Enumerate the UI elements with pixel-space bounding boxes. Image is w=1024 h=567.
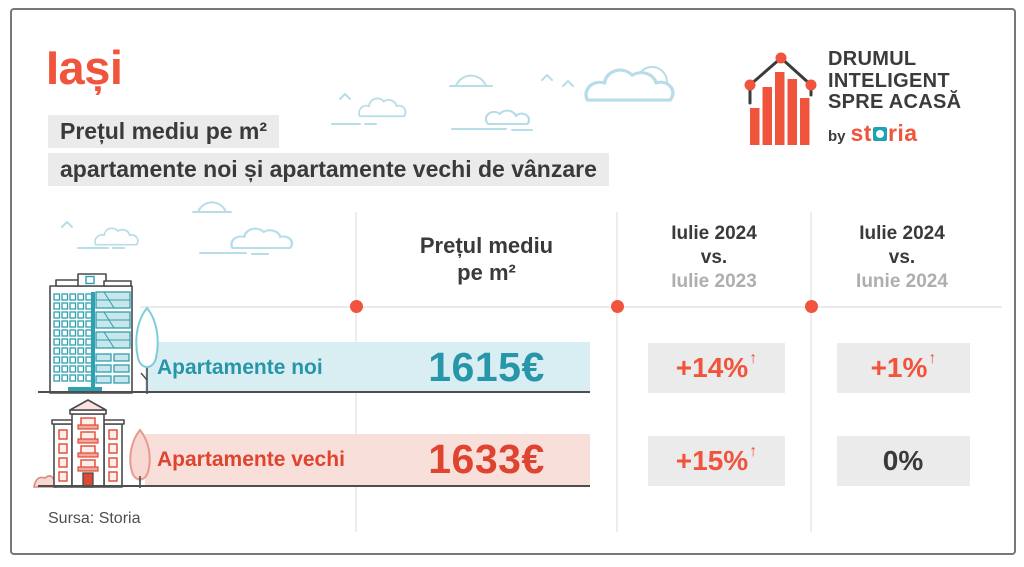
- logo-line-2: INTELIGENT: [828, 69, 950, 92]
- bird-icon: [563, 81, 573, 86]
- yoy-change-old: [648, 436, 785, 486]
- brand-name-suffix: ria: [887, 120, 918, 146]
- bird-icon: [62, 222, 72, 227]
- brand-name-prefix: st: [850, 120, 872, 146]
- row-label-old: Apartamente vechi: [157, 447, 345, 471]
- ground-line-old: [38, 485, 590, 487]
- mom-header-line3: Iunie 2024: [856, 271, 948, 292]
- subtitle-line-1: Prețul mediu pe m²: [48, 115, 279, 148]
- cloud-icon: [231, 229, 292, 248]
- logo-line-1: DRUMUL: [828, 48, 917, 70]
- table-horizontal-rule: [140, 306, 1002, 308]
- price-header-line2: pe m²: [457, 260, 516, 285]
- mom-header-line2: vs.: [888, 247, 916, 268]
- mom-value-new: +1%: [870, 352, 928, 383]
- price-new: 1615€: [428, 344, 545, 390]
- new-building-icon: [44, 268, 160, 394]
- logo-line-3: SPRE ACASĂ: [828, 91, 962, 113]
- column-header-yoy: [617, 222, 811, 294]
- logo-wordmark: [828, 49, 961, 114]
- logo-byline: [828, 120, 918, 147]
- logo-by-label: by: [828, 128, 846, 145]
- column-header-mom: [811, 222, 993, 294]
- yoy-header-line1: Iulie 2024: [671, 223, 757, 244]
- storia-logo-o: [873, 127, 887, 141]
- price-old: 1633€: [428, 436, 545, 482]
- price-header-line1: Prețul mediu: [419, 233, 554, 258]
- mom-change-old: [837, 436, 970, 486]
- up-arrow-icon: ↑: [928, 350, 937, 367]
- source-label: Sursa: Storia: [48, 510, 141, 527]
- cloud-icon: [359, 98, 405, 116]
- yoy-value-old: +15%: [675, 445, 749, 476]
- row-label-new: Apartamente noi: [157, 355, 323, 379]
- up-arrow-icon: ↑: [749, 443, 758, 460]
- divider-dot-1: [350, 300, 363, 313]
- cloud-icon: [198, 202, 226, 212]
- subtitle-line-2: apartamente noi și apartamente vechi de vânzare: [48, 153, 609, 186]
- yoy-header-line3: Iulie 2023: [671, 271, 757, 292]
- divider-dot-2: [611, 300, 624, 313]
- mom-change-new: [837, 343, 970, 393]
- bird-icon: [340, 94, 350, 99]
- yoy-change-new: [648, 343, 785, 393]
- cloud-icon: [586, 70, 673, 100]
- column-header-price: [356, 232, 617, 286]
- page-title: Iași: [46, 41, 123, 94]
- ground-line-new: [38, 391, 590, 393]
- up-arrow-icon: ↑: [749, 350, 758, 367]
- bird-icon: [542, 75, 552, 80]
- tree-icon: [130, 430, 149, 488]
- house-chart-icon: [742, 46, 822, 150]
- mom-header-line1: Iulie 2024: [859, 223, 945, 244]
- cloud-icon: [95, 228, 138, 244]
- tree-icon: [136, 308, 157, 394]
- yoy-header-line2: vs.: [700, 247, 728, 268]
- mom-value-old: 0%: [882, 445, 924, 476]
- old-building-icon: [32, 398, 156, 488]
- cloud-icon: [486, 111, 529, 124]
- yoy-value-new: +14%: [675, 352, 749, 383]
- cloud-icon: [456, 76, 486, 86]
- divider-dot-3: [805, 300, 818, 313]
